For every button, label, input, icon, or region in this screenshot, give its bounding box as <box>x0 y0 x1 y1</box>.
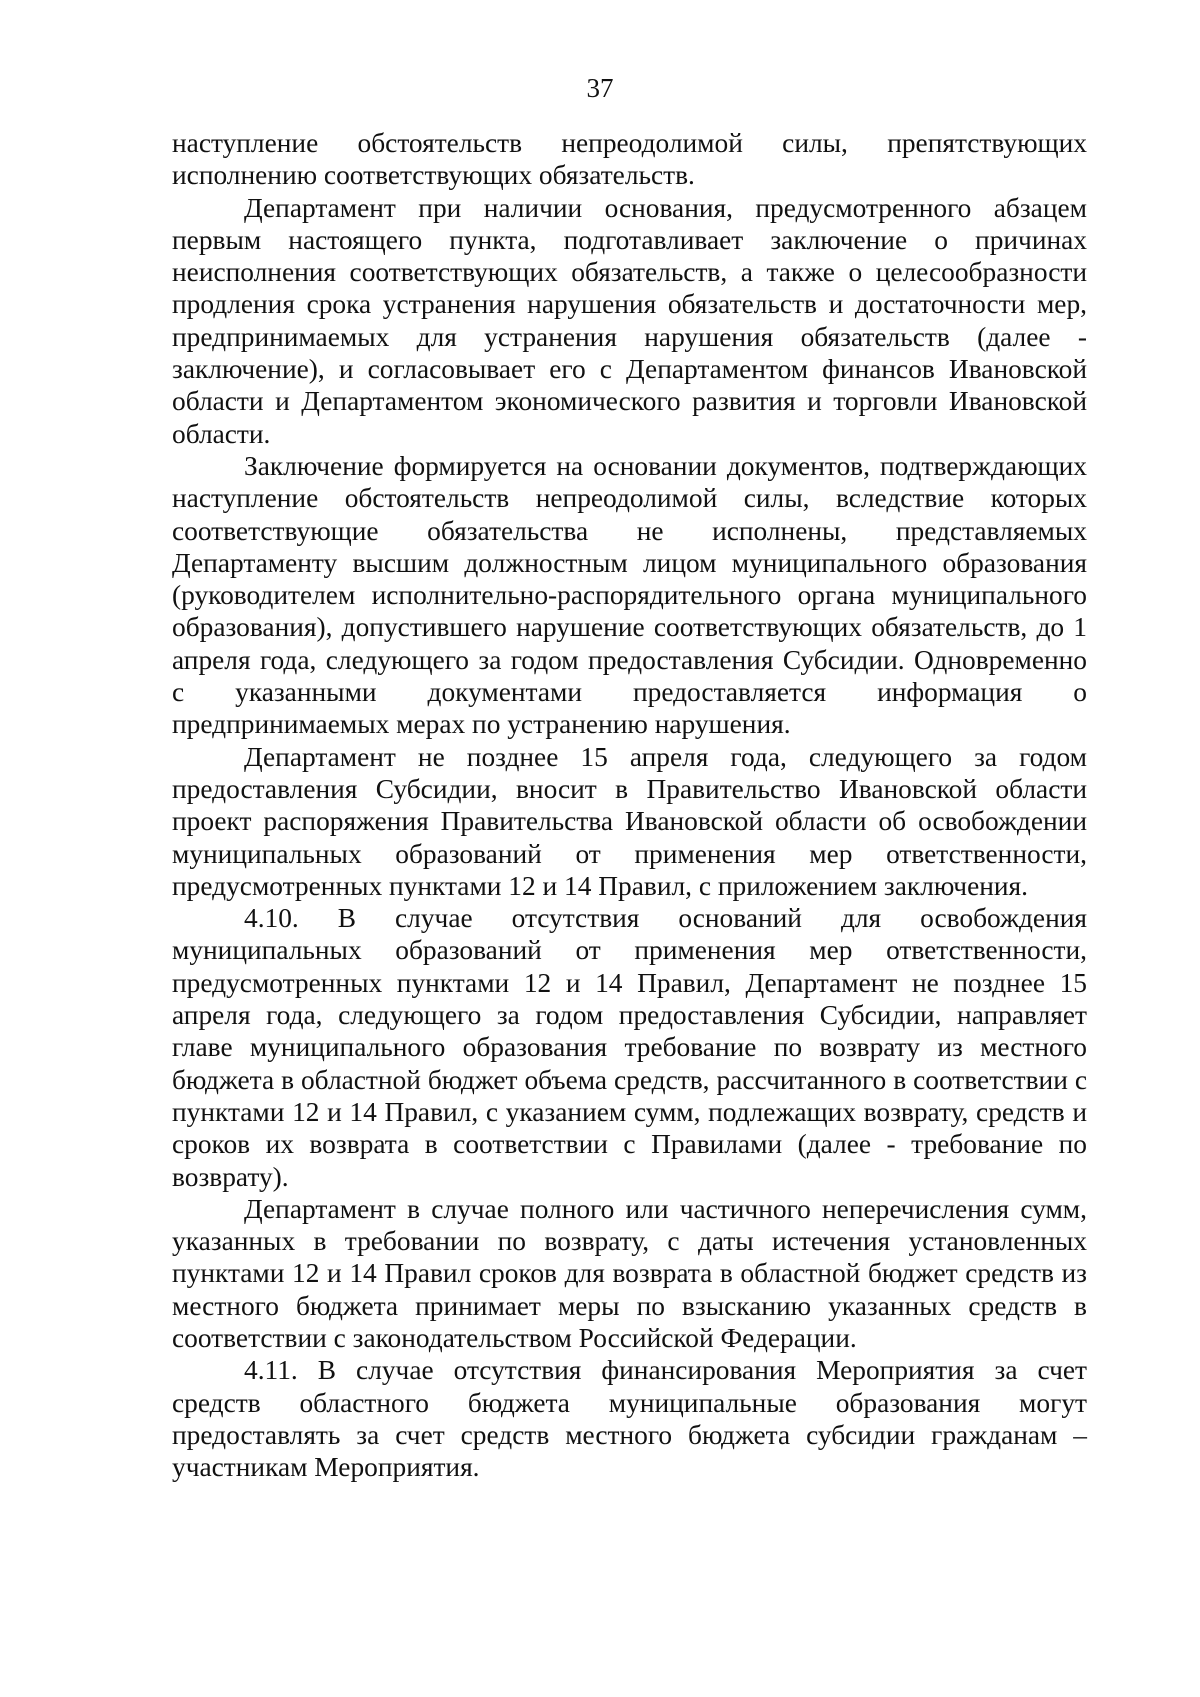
document-body <box>172 127 1087 1483</box>
paragraph-government-draft: Департамент не позднее 15 апреля года, следующего за годом предоставления Субсидии, вносит в Правительство Ивановской области проект распоряжения Правительства Ивановской области об освобождении муниципальных образований от применения мер ответственности, предусмотренных пунктами 12 и 14 Правил, с приложением заключения. <box>172 741 1087 901</box>
paragraph-continuation: наступление обстоятельств непреодолимой силы, препятствующих исполнению соответствующих обязательств. <box>172 128 1087 191</box>
paragraph-4-11: 4.11. В случае отсутствия финансирования Мероприятия за счет средств областного бюджета муниципальные образования могут предоставлять за счет средств местного бюджета субсидии гражданам – участникам Мероприятия. <box>172 1355 1087 1483</box>
page-number: 37 <box>586 73 614 103</box>
paragraph-recovery-measures: Департамент в случае полного или частичного неперечисления сумм, указанных в требовании по возврату, с даты истечения установленных пунктами 12 и 14 Правил сроков для возврата в областной бюджет средств из местного бюджета принимает меры по взысканию указанных средств в соответствии с законодательством Российской Федерации. <box>172 1193 1087 1353</box>
paragraph-4-10: 4.10. В случае отсутствия оснований для освобождения муниципальных образований от применения мер ответственности, предусмотренных пунктами 12 и 14 Правил, Департамент не позднее 15 апреля года, следующего за годом предоставления Субсидии, направляет главе муниципального образования требование по возврату из местного бюджета в областной бюджет объема средств, рассчитанного в соответствии с пунктами 12 и 14 Правил, с указанием сумм, подлежащих возврату, средств и сроков их возврата в соответствии с Правилами (далее - требование по возврату). <box>172 903 1087 1192</box>
paragraph-conclusion-preparation: Департамент при наличии основания, предусмотренного абзацем первым настоящего пункта, подготавливает заключение о причинах неисполнения соответствующих обязательств, а также о целесообразности продления срока устранения нарушения обязательств и достаточности мер, предпринимаемых для устранения нарушения обязательств (далее - заключение), и согласовывает его с Департаментом финансов Ивановской области и Департаментом экономического развития и торговли Ивановской области. <box>172 192 1087 449</box>
paragraph-conclusion-basis: Заключение формируется на основании документов, подтверждающих наступление обстоятельств непреодолимой силы, вследствие которых соответствующие обязательства не исполнены, представляемых Департаменту высшим должностным лицом муниципального образования (руководителем исполнительно-распорядительного органа муниципального образования), допустившего нарушение соответствующих обязательств, до 1 апреля года, следующего за годом предоставления Субсидии. Одновременно с указанными документами предоставляется информация о предпринимаемых мерах по устранению нарушения. <box>172 450 1087 740</box>
